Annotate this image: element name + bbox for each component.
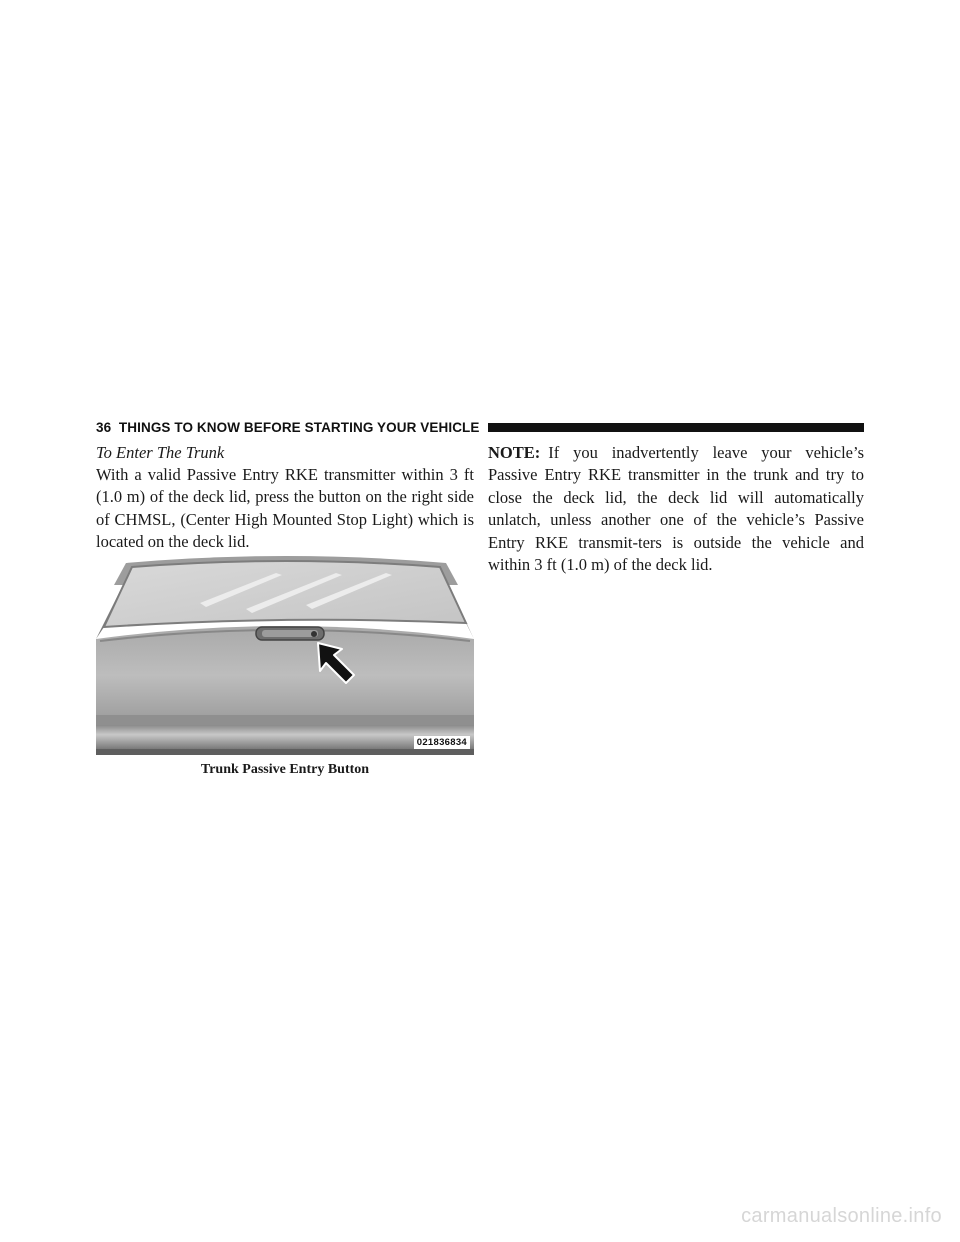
left-column [96, 442, 474, 554]
page-header [96, 416, 864, 438]
figure-caption: Trunk Passive Entry Button [200, 762, 370, 777]
note-text: If you inadvertently leave your vehicle’s Passive Entry RKE transmitter in the trunk and try to close the deck lid, the deck lid will automatically unlatch, unless another one of the vehicle’s Passive Entry RKE transmit-ters is outside the vehicle and within 3 ft (1.0 m) of the deck lid. [488, 443, 864, 575]
enter-trunk-paragraph: With a valid Passive Entry RKE transmitter within 3 ft (1.0 m) of the deck lid, press the button on the right side of CHMSL, (Center High Mounted Stop Light) which is located on the deck lid. [96, 465, 474, 552]
note-label: NOTE: [488, 443, 541, 462]
figure-id-label: 021836834 [414, 736, 470, 749]
subheading-enter-trunk: To Enter The Trunk [96, 443, 225, 462]
header-rule [488, 423, 865, 432]
note-paragraph [488, 442, 864, 576]
right-column [488, 442, 864, 576]
watermark: carmanualsonline.info [741, 1205, 942, 1227]
section-title: THINGS TO KNOW BEFORE STARTING YOUR VEHICLE [118, 419, 480, 435]
trunk-figure [96, 555, 474, 755]
page-number: 36 [96, 419, 112, 435]
trunk-illustration [96, 555, 474, 755]
header-text [96, 420, 480, 435]
